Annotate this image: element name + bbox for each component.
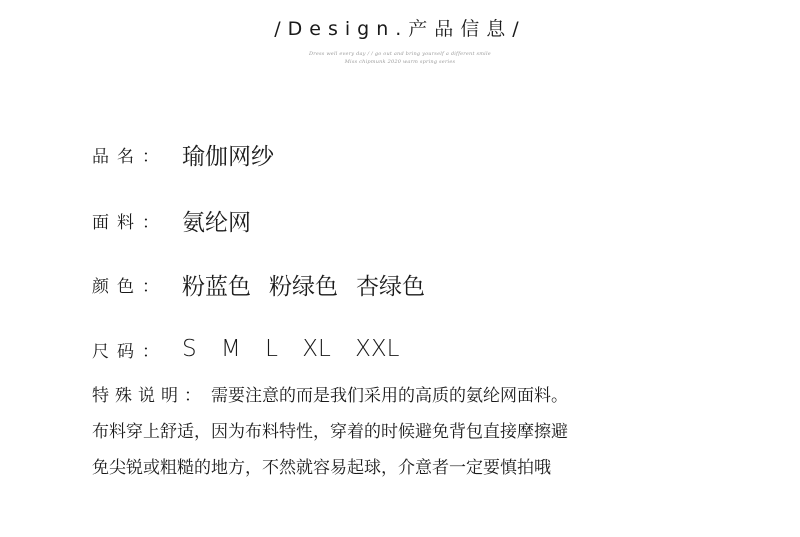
color-row: [92, 268, 425, 301]
subtitle-line-1: Dress well every day / / go out and bring yourself a different smile: [309, 51, 491, 57]
page-subtitle: [0, 50, 800, 66]
page-title: /Design.产品信息/: [274, 18, 526, 40]
size-row: [92, 336, 416, 362]
size-label: 尺码：: [92, 341, 167, 362]
color-option: 粉绿色: [269, 274, 338, 300]
note-line-1: [92, 378, 732, 414]
size-values: [182, 336, 416, 362]
size-option: XXL: [355, 336, 400, 362]
fabric-label: 面料：: [92, 213, 167, 233]
subtitle-line-2: Miss chipmunk 2020 warm spring series: [344, 59, 456, 65]
note-line-2: 布料穿上舒适，因为布料特性，穿着的时候避免背包直接摩擦避: [92, 422, 568, 442]
fabric-row: [92, 204, 251, 237]
color-label: 颜色：: [92, 277, 167, 297]
size-option: M: [220, 336, 241, 362]
product-name-value: 瑜伽网纱: [182, 144, 274, 170]
product-name-label: 品名：: [92, 147, 167, 167]
size-option: S: [182, 336, 197, 362]
color-option: 杏绿色: [356, 274, 425, 300]
note-label: 特殊说明：: [92, 386, 207, 406]
size-option: L: [265, 336, 278, 362]
header: [0, 14, 800, 66]
product-name-row: [92, 138, 274, 171]
color-values: [182, 268, 425, 301]
note-line-3: 免尖锐或粗糙的地方，不然就容易起球，介意者一定要慎拍哦: [92, 458, 551, 478]
size-option: XL: [302, 336, 331, 362]
note-text-1: 需要注意的而是我们采用的高质的氨纶网面料。: [211, 386, 568, 406]
color-option: 粉蓝色: [182, 274, 251, 300]
special-note: [92, 378, 732, 486]
fabric-value: 氨纶网: [182, 210, 251, 236]
